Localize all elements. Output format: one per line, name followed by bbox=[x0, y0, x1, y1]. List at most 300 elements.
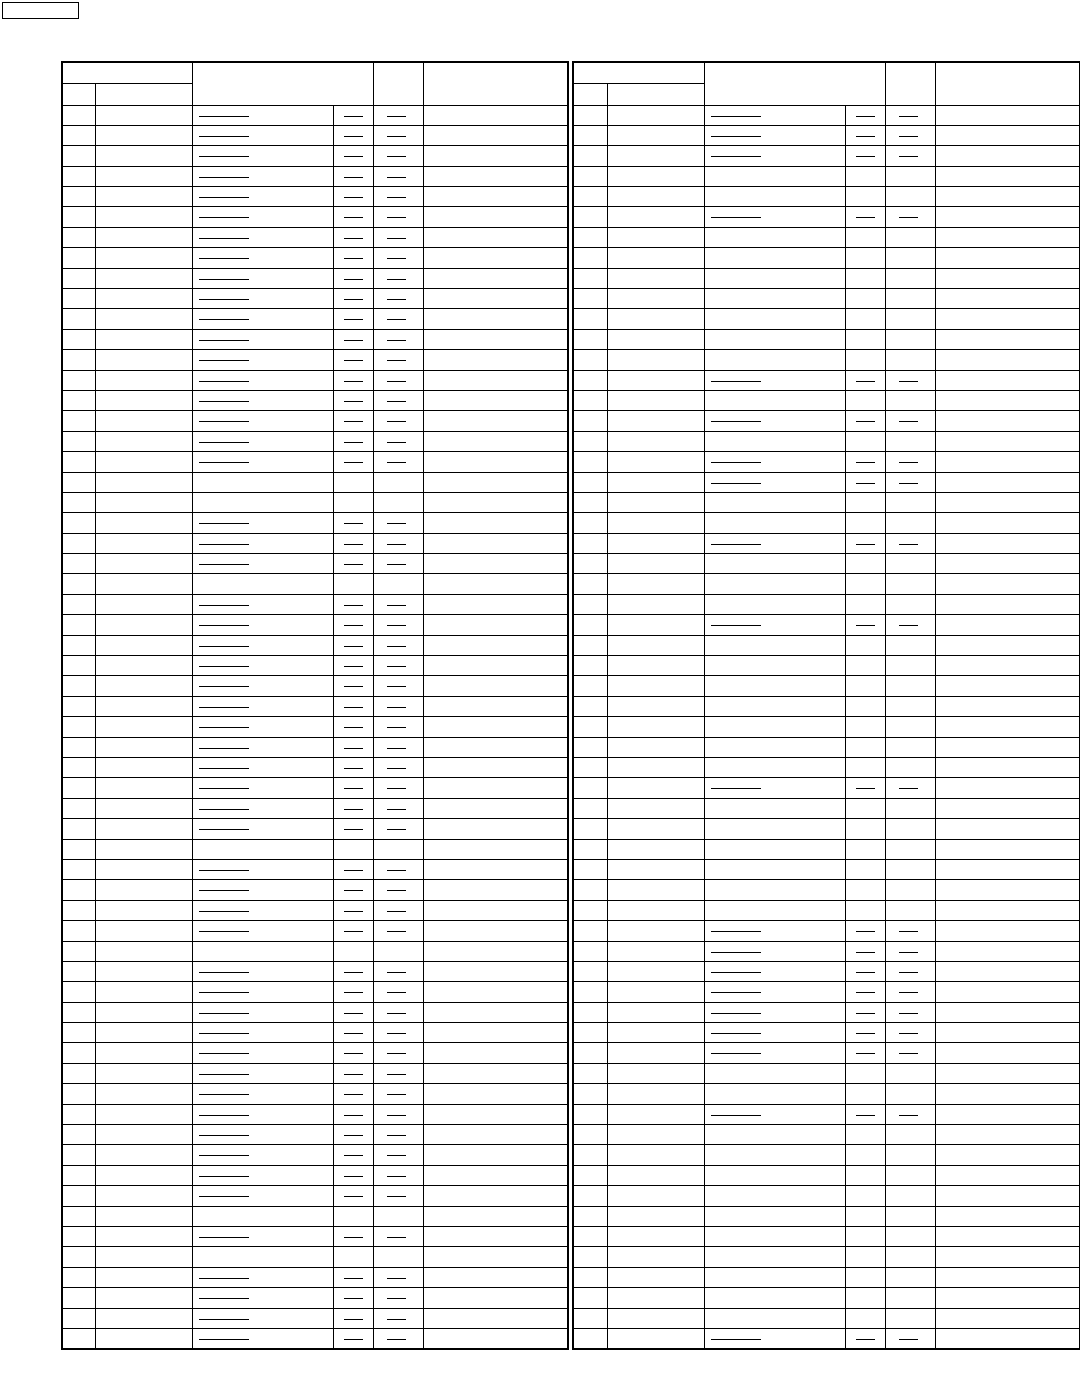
part-number-placeholder bbox=[199, 646, 249, 647]
part-cell bbox=[192, 472, 333, 492]
qty-cell bbox=[885, 533, 935, 553]
ref-cell bbox=[607, 309, 704, 329]
remarks-cell bbox=[423, 900, 568, 920]
flag-dash bbox=[344, 238, 363, 239]
qty-dash bbox=[387, 870, 406, 871]
table-row bbox=[573, 921, 1080, 941]
remarks-cell bbox=[935, 778, 1080, 798]
flag-cell bbox=[845, 329, 885, 349]
table-row bbox=[573, 1063, 1080, 1083]
remarks-cell bbox=[935, 1043, 1080, 1063]
part-cell bbox=[704, 268, 845, 288]
ref-cell bbox=[95, 819, 192, 839]
flag-dash bbox=[344, 992, 363, 993]
flag-cell bbox=[845, 819, 885, 839]
remarks-cell bbox=[423, 105, 568, 125]
flag-dash bbox=[344, 809, 363, 810]
part-cell bbox=[704, 125, 845, 145]
part-cell bbox=[192, 1145, 333, 1165]
remarks-cell bbox=[423, 329, 568, 349]
ref-cell bbox=[95, 472, 192, 492]
ref-cell bbox=[95, 1226, 192, 1246]
table-row bbox=[62, 452, 568, 472]
flag-dash bbox=[344, 156, 363, 157]
remarks-cell bbox=[935, 737, 1080, 757]
mark-cell bbox=[573, 1063, 607, 1083]
ref-cell bbox=[607, 125, 704, 145]
flag-cell bbox=[845, 635, 885, 655]
qty-cell bbox=[885, 1328, 935, 1348]
qty-cell bbox=[885, 411, 935, 431]
qty-cell bbox=[373, 105, 423, 125]
part-cell bbox=[704, 778, 845, 798]
remarks-cell bbox=[423, 289, 568, 309]
part-cell bbox=[192, 1267, 333, 1287]
qty-dash bbox=[387, 707, 406, 708]
qty-cell bbox=[373, 370, 423, 390]
mark-cell bbox=[62, 268, 95, 288]
remarks-cell bbox=[935, 859, 1080, 879]
part-cell bbox=[704, 227, 845, 247]
part-cell bbox=[704, 717, 845, 737]
flag-cell bbox=[845, 900, 885, 920]
flag-cell bbox=[333, 1063, 373, 1083]
ref-cell bbox=[95, 900, 192, 920]
remarks-cell bbox=[935, 880, 1080, 900]
table-row bbox=[573, 839, 1080, 859]
remarks-cell bbox=[423, 1226, 568, 1246]
flag-cell bbox=[333, 758, 373, 778]
qty-dash bbox=[899, 625, 918, 626]
mark-cell bbox=[573, 1104, 607, 1124]
part-cell bbox=[704, 859, 845, 879]
remarks-cell bbox=[423, 472, 568, 492]
remarks-cell bbox=[935, 1165, 1080, 1185]
ref-cell bbox=[607, 1328, 704, 1348]
flag-dash bbox=[344, 258, 363, 259]
flag-cell bbox=[333, 350, 373, 370]
table-row bbox=[62, 1104, 568, 1124]
flag-dash bbox=[344, 707, 363, 708]
remarks-cell bbox=[935, 227, 1080, 247]
mark-cell bbox=[62, 1206, 95, 1226]
ref-cell bbox=[607, 676, 704, 696]
mark-cell bbox=[573, 717, 607, 737]
mark-cell bbox=[62, 921, 95, 941]
table-row bbox=[62, 717, 568, 737]
ref-cell bbox=[95, 1043, 192, 1063]
table-row bbox=[573, 370, 1080, 390]
remarks-cell bbox=[935, 248, 1080, 268]
mark-cell bbox=[62, 492, 95, 512]
flag-dash bbox=[344, 788, 363, 789]
qty-cell bbox=[885, 1165, 935, 1185]
part-number-placeholder bbox=[199, 870, 249, 871]
flag-dash bbox=[344, 870, 363, 871]
qty-dash bbox=[899, 972, 918, 973]
qty-dash bbox=[899, 462, 918, 463]
flag-cell bbox=[845, 737, 885, 757]
flag-cell bbox=[333, 1145, 373, 1165]
flag-dash bbox=[344, 136, 363, 137]
ref-cell bbox=[95, 390, 192, 410]
flag-cell bbox=[333, 1186, 373, 1206]
mark-cell bbox=[62, 594, 95, 614]
mark-cell bbox=[573, 737, 607, 757]
mark-cell bbox=[573, 1125, 607, 1145]
qty-cell bbox=[373, 1226, 423, 1246]
ref-cell bbox=[95, 1247, 192, 1267]
flag-cell bbox=[845, 696, 885, 716]
part-cell bbox=[704, 207, 845, 227]
table-row bbox=[62, 554, 568, 574]
remarks-cell bbox=[423, 513, 568, 533]
flag-cell bbox=[845, 1002, 885, 1022]
qty-cell bbox=[885, 615, 935, 635]
remarks-cell bbox=[935, 187, 1080, 207]
mark-cell bbox=[62, 656, 95, 676]
flag-dash bbox=[856, 1115, 875, 1116]
part-cell bbox=[192, 411, 333, 431]
flag-cell bbox=[845, 798, 885, 818]
flag-dash bbox=[344, 1278, 363, 1279]
ref-cell bbox=[607, 839, 704, 859]
mark-cell bbox=[573, 227, 607, 247]
qty-cell bbox=[373, 778, 423, 798]
part-cell bbox=[192, 1084, 333, 1104]
qty-cell bbox=[885, 125, 935, 145]
qty-cell bbox=[885, 656, 935, 676]
flag-cell bbox=[333, 1104, 373, 1124]
part-number-placeholder bbox=[199, 911, 249, 912]
remarks-cell bbox=[423, 1063, 568, 1083]
table-row bbox=[62, 390, 568, 410]
flag-dash bbox=[856, 931, 875, 932]
ref-cell bbox=[95, 982, 192, 1002]
mark-cell bbox=[573, 1002, 607, 1022]
qty-cell bbox=[373, 656, 423, 676]
mark-cell bbox=[573, 982, 607, 1002]
table-row bbox=[62, 105, 568, 125]
ref-cell bbox=[607, 635, 704, 655]
remarks-cell bbox=[423, 676, 568, 696]
qty-cell bbox=[885, 941, 935, 961]
mark-cell bbox=[62, 289, 95, 309]
flag-cell bbox=[333, 798, 373, 818]
flag-cell bbox=[845, 594, 885, 614]
part-cell bbox=[704, 880, 845, 900]
part-number-placeholder bbox=[199, 401, 249, 402]
parts-table-right bbox=[572, 61, 1080, 1350]
qty-dash bbox=[387, 625, 406, 626]
ref-cell bbox=[607, 1043, 704, 1063]
qty-dash bbox=[387, 788, 406, 789]
mark-cell bbox=[62, 1043, 95, 1063]
part-number-placeholder bbox=[199, 238, 249, 239]
qty-dash bbox=[387, 646, 406, 647]
flag-cell bbox=[333, 187, 373, 207]
qty-dash bbox=[387, 972, 406, 973]
part-number-placeholder bbox=[711, 1053, 761, 1054]
qty-dash bbox=[387, 319, 406, 320]
flag-cell bbox=[845, 758, 885, 778]
remarks-cell bbox=[935, 146, 1080, 166]
flag-cell bbox=[333, 1247, 373, 1267]
flag-dash bbox=[856, 1033, 875, 1034]
ref-cell bbox=[607, 452, 704, 472]
ref-cell bbox=[95, 961, 192, 981]
ref-cell bbox=[95, 1125, 192, 1145]
remarks-cell bbox=[935, 1288, 1080, 1308]
table-row bbox=[573, 941, 1080, 961]
part-number-placeholder bbox=[199, 1094, 249, 1095]
flag-cell bbox=[845, 411, 885, 431]
remarks-cell bbox=[935, 1002, 1080, 1022]
part-number-placeholder bbox=[199, 1155, 249, 1156]
part-cell bbox=[192, 431, 333, 451]
remarks-cell bbox=[935, 554, 1080, 574]
mark-cell bbox=[573, 248, 607, 268]
part-number-placeholder bbox=[711, 483, 761, 484]
table-row bbox=[62, 472, 568, 492]
remarks-cell bbox=[423, 758, 568, 778]
ref-cell bbox=[607, 187, 704, 207]
part-number-placeholder bbox=[711, 116, 761, 117]
remarks-cell bbox=[423, 125, 568, 145]
qty-cell bbox=[373, 452, 423, 472]
part-cell bbox=[704, 431, 845, 451]
mark-cell bbox=[62, 125, 95, 145]
part-cell bbox=[192, 227, 333, 247]
part-cell bbox=[704, 1206, 845, 1226]
qty-cell bbox=[885, 431, 935, 451]
flag-dash bbox=[344, 340, 363, 341]
flag-dash bbox=[344, 1237, 363, 1238]
mark-cell bbox=[62, 513, 95, 533]
remarks-cell bbox=[935, 1226, 1080, 1246]
ref-cell bbox=[95, 125, 192, 145]
table-row bbox=[573, 982, 1080, 1002]
table-row bbox=[573, 880, 1080, 900]
ref-cell bbox=[607, 961, 704, 981]
ref-cell bbox=[607, 554, 704, 574]
table-row bbox=[62, 921, 568, 941]
part-cell bbox=[704, 146, 845, 166]
flag-cell bbox=[333, 1165, 373, 1185]
qty-cell bbox=[885, 859, 935, 879]
qty-cell bbox=[885, 1145, 935, 1165]
mark-cell bbox=[62, 615, 95, 635]
flag-dash bbox=[344, 1176, 363, 1177]
remarks-cell bbox=[935, 105, 1080, 125]
ref-cell bbox=[95, 635, 192, 655]
flag-dash bbox=[344, 319, 363, 320]
qty-cell bbox=[885, 1043, 935, 1063]
flag-dash bbox=[856, 952, 875, 953]
mark-cell bbox=[573, 594, 607, 614]
flag-cell bbox=[333, 1308, 373, 1328]
flag-cell bbox=[333, 1002, 373, 1022]
flag-dash bbox=[344, 462, 363, 463]
remarks-cell bbox=[935, 309, 1080, 329]
qty-cell bbox=[373, 1063, 423, 1083]
qty-cell bbox=[373, 248, 423, 268]
qty-dash bbox=[899, 483, 918, 484]
ref-cell bbox=[95, 696, 192, 716]
remarks-cell bbox=[423, 1084, 568, 1104]
qty-dash bbox=[387, 992, 406, 993]
qty-dash bbox=[387, 1053, 406, 1054]
qty-cell bbox=[885, 472, 935, 492]
ref-cell bbox=[95, 452, 192, 472]
ref-cell bbox=[95, 492, 192, 512]
remarks-cell bbox=[935, 1145, 1080, 1165]
right-header-qty bbox=[885, 62, 935, 105]
qty-cell bbox=[373, 533, 423, 553]
part-cell bbox=[192, 880, 333, 900]
ref-cell bbox=[95, 1063, 192, 1083]
ref-cell bbox=[607, 737, 704, 757]
qty-cell bbox=[885, 1063, 935, 1083]
flag-cell bbox=[845, 1084, 885, 1104]
flag-cell bbox=[845, 982, 885, 1002]
qty-cell bbox=[885, 390, 935, 410]
table-row bbox=[62, 370, 568, 390]
qty-cell bbox=[373, 696, 423, 716]
part-number-placeholder bbox=[711, 1033, 761, 1034]
part-number-placeholder bbox=[199, 1278, 249, 1279]
ref-cell bbox=[607, 166, 704, 186]
table-row bbox=[573, 492, 1080, 512]
remarks-cell bbox=[935, 472, 1080, 492]
part-number-placeholder bbox=[199, 605, 249, 606]
mark-cell bbox=[573, 859, 607, 879]
flag-cell bbox=[333, 513, 373, 533]
table-row bbox=[62, 329, 568, 349]
mark-cell bbox=[62, 329, 95, 349]
qty-cell bbox=[885, 166, 935, 186]
part-cell bbox=[192, 676, 333, 696]
table-row bbox=[62, 309, 568, 329]
table-row bbox=[573, 1308, 1080, 1328]
ref-cell bbox=[607, 1267, 704, 1287]
table-row bbox=[573, 717, 1080, 737]
part-cell bbox=[192, 513, 333, 533]
part-cell bbox=[192, 309, 333, 329]
qty-cell bbox=[373, 1145, 423, 1165]
ref-cell bbox=[607, 513, 704, 533]
ref-cell bbox=[607, 1104, 704, 1124]
right-header-ref-group bbox=[573, 62, 704, 83]
table-row bbox=[573, 819, 1080, 839]
flag-dash bbox=[344, 890, 363, 891]
flag-dash bbox=[344, 360, 363, 361]
mark-cell bbox=[573, 1206, 607, 1226]
mark-cell bbox=[573, 1186, 607, 1206]
ref-cell bbox=[607, 758, 704, 778]
flag-cell bbox=[845, 1308, 885, 1328]
flag-dash bbox=[344, 829, 363, 830]
part-cell bbox=[704, 1125, 845, 1145]
mark-cell bbox=[573, 166, 607, 186]
mark-cell bbox=[573, 1247, 607, 1267]
part-cell bbox=[704, 696, 845, 716]
right-header-mark bbox=[573, 83, 607, 105]
part-number-placeholder bbox=[199, 788, 249, 789]
remarks-cell bbox=[423, 880, 568, 900]
part-number-placeholder bbox=[199, 1237, 249, 1238]
qty-cell bbox=[373, 839, 423, 859]
table-row bbox=[62, 1063, 568, 1083]
left-header-remarks bbox=[423, 62, 568, 105]
remarks-cell bbox=[423, 717, 568, 737]
mark-cell bbox=[573, 125, 607, 145]
mark-cell bbox=[62, 982, 95, 1002]
ref-cell bbox=[95, 941, 192, 961]
remarks-cell bbox=[935, 921, 1080, 941]
flag-cell bbox=[333, 941, 373, 961]
flag-dash bbox=[344, 931, 363, 932]
part-cell bbox=[192, 574, 333, 594]
ref-cell bbox=[607, 1165, 704, 1185]
ref-cell bbox=[607, 798, 704, 818]
flag-cell bbox=[333, 329, 373, 349]
mark-cell bbox=[573, 492, 607, 512]
ref-cell bbox=[95, 370, 192, 390]
ref-cell bbox=[607, 1145, 704, 1165]
remarks-cell bbox=[935, 492, 1080, 512]
table-row bbox=[573, 1186, 1080, 1206]
remarks-cell bbox=[935, 574, 1080, 594]
flag-dash bbox=[344, 1339, 363, 1340]
qty-dash bbox=[387, 156, 406, 157]
flag-dash bbox=[856, 1339, 875, 1340]
table-row bbox=[62, 533, 568, 553]
remarks-cell bbox=[423, 146, 568, 166]
flag-dash bbox=[344, 1115, 363, 1116]
qty-cell bbox=[885, 1125, 935, 1145]
qty-cell bbox=[885, 1104, 935, 1124]
flag-dash bbox=[344, 972, 363, 973]
part-cell bbox=[192, 1308, 333, 1328]
mark-cell bbox=[62, 248, 95, 268]
ref-cell bbox=[607, 227, 704, 247]
part-cell bbox=[704, 921, 845, 941]
flag-cell bbox=[845, 717, 885, 737]
part-number-placeholder bbox=[199, 197, 249, 198]
ref-cell bbox=[95, 289, 192, 309]
qty-dash bbox=[899, 952, 918, 953]
mark-cell bbox=[62, 859, 95, 879]
table-row bbox=[573, 1002, 1080, 1022]
qty-dash bbox=[387, 768, 406, 769]
table-row bbox=[62, 1247, 568, 1267]
mark-cell bbox=[62, 839, 95, 859]
table-row bbox=[573, 1206, 1080, 1226]
ref-cell bbox=[607, 411, 704, 431]
part-number-placeholder bbox=[199, 748, 249, 749]
part-cell bbox=[704, 370, 845, 390]
flag-cell bbox=[845, 472, 885, 492]
remarks-cell bbox=[935, 1023, 1080, 1043]
ref-cell bbox=[607, 594, 704, 614]
table-row bbox=[62, 125, 568, 145]
qty-dash bbox=[387, 1115, 406, 1116]
flag-cell bbox=[845, 533, 885, 553]
mark-cell bbox=[573, 778, 607, 798]
part-cell bbox=[704, 982, 845, 1002]
ref-cell bbox=[95, 1023, 192, 1043]
